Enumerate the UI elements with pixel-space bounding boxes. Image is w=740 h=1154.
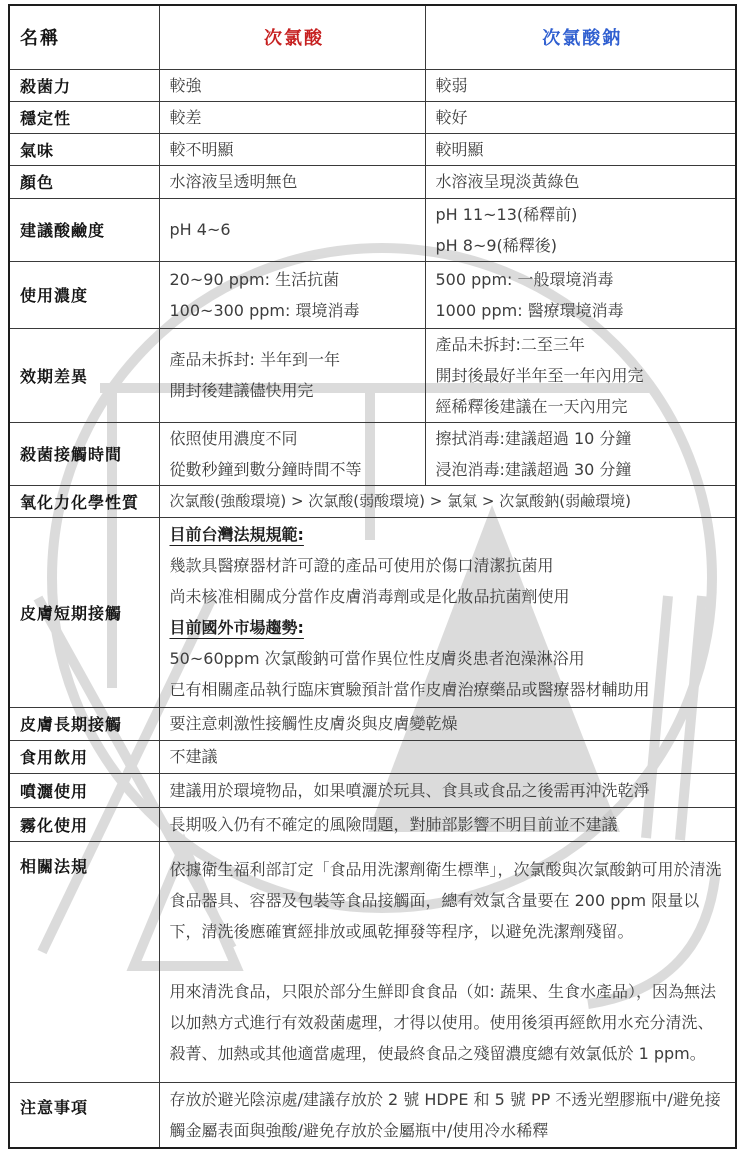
header-naocl: 次氯酸鈉 (425, 5, 736, 69)
cell-merged (159, 1082, 736, 1148)
cell-label: 殺菌力 (9, 69, 159, 101)
cell-label: 穩定性 (9, 101, 159, 133)
row-regulations (9, 841, 736, 1082)
cell-label: 建議酸鹼度 (9, 198, 159, 261)
cell-line: 較明顯 (435, 139, 484, 159)
cell-label: 注意事項 (9, 1082, 159, 1148)
cell-label: 相關法規 (9, 841, 159, 1082)
row-skin-long-term (9, 707, 736, 740)
cell-line: 長期吸入仍有不確定的風險問題，對肺部影響不明目前並不建議 (169, 814, 618, 834)
row-stability (9, 101, 736, 133)
cell-hocl (159, 69, 425, 101)
cell-line: 水溶液呈現淡黃綠色 (435, 172, 580, 191)
cell-line: 從數秒鐘到數分鐘時間不等 (169, 459, 362, 479)
cell-label: 殺菌接觸時間 (9, 422, 159, 485)
cell-line: 浸泡消毒:建議超過 30 分鐘 (435, 459, 632, 479)
cell-naocl (425, 69, 736, 101)
cell-line: 幾款具醫療器材許可證的產品可使用於傷口清潔抗菌用 (169, 556, 554, 575)
paragraph-gap (170, 947, 730, 976)
cell-label: 食用飲用 (9, 740, 159, 773)
row-contact-time (9, 422, 736, 485)
cell-line: pH 8~9(稀釋後) (435, 235, 558, 255)
cell-line: 500 ppm: 一般環境消毒 (435, 269, 614, 289)
cell-line: 建議用於環境物品，如果噴灑於玩具、食具或食品之後需再沖洗乾淨 (169, 780, 650, 800)
cell-line-heading: 目前國外市場趨勢: (169, 618, 304, 637)
cell-line: pH 11~13(稀釋前) (435, 204, 578, 224)
cell-line: 產品未拆封:二至三年 (435, 334, 585, 354)
comparison-table (8, 4, 737, 1149)
cell-label: 皮膚長期接觸 (9, 707, 159, 740)
cell-line: 較差 (169, 107, 202, 127)
cell-line: 水溶液呈透明無色 (169, 172, 298, 191)
cell-line: 尚未核准相關成分當作皮膚消毒劑或是化妝品抗菌劑使用 (169, 587, 570, 606)
cell-naocl (425, 133, 736, 165)
cell-merged (159, 807, 736, 841)
cell-line-heading: 目前台灣法規規範: (169, 525, 304, 544)
cell-merged (159, 517, 736, 707)
cell-merged (159, 485, 736, 517)
cell-hocl (159, 101, 425, 133)
cell-label: 顏色 (9, 165, 159, 198)
cell-line: 較強 (169, 75, 202, 95)
cell-line: 要注意刺激性接觸性皮膚炎與皮膚變乾燥 (169, 714, 458, 733)
row-precautions (9, 1082, 736, 1148)
row-shelf-life (9, 328, 736, 422)
cell-paragraph: 存放於避光陰涼處/建議存放於 2 號 HDPE 和 5 號 PP 不透光塑膠瓶中/避免接觸金屬表面與強酸/避免存放於金屬瓶中/使用冷水稀釋 (169, 1089, 721, 1140)
cell-naocl (425, 165, 736, 198)
cell-line: 依照使用濃度不同 (169, 428, 298, 448)
cell-line: 擦拭消毒:建議超過 10 分鐘 (435, 428, 632, 448)
cell-line: 開封後最好半年至一年內用完 (435, 365, 644, 385)
row-ph (9, 198, 736, 261)
row-concentration (9, 261, 736, 328)
cell-line: 較好 (435, 107, 468, 127)
cell-naocl (425, 422, 736, 485)
cell-naocl (425, 328, 736, 422)
cell-label: 皮膚短期接觸 (9, 517, 159, 707)
cell-line: 較弱 (435, 75, 468, 95)
cell-label: 效期差異 (9, 328, 159, 422)
cell-paragraph: 用來清洗食品，只限於部分生鮮即食食品（如: 蔬果、生食水產品），因為無法以加熱方式進行有效殺菌處理，才得以使用。使用後須再經飲用水充分清洗、殺菁、加熱或其他適當處理，使最終食品之殘留濃度總有效氯低於 1 ppm。 (169, 982, 716, 1063)
cell-hocl (159, 198, 425, 261)
row-oxidation (9, 485, 736, 517)
cell-line: 次氯酸(強酸環境) > 次氯酸(弱酸環境) > 氯氣 > 次氯酸鈉(弱鹼環境) (169, 491, 631, 510)
cell-line: 已有相關產品執行臨床實驗預計當作皮膚治療藥品或醫療器材輔助用 (169, 680, 650, 699)
cell-line: 經稀釋後建議在一天內用完 (435, 396, 628, 416)
cell-line: 50~60ppm 次氯酸鈉可當作異位性皮膚炎患者泡澡淋浴用 (169, 649, 585, 668)
cell-label: 使用濃度 (9, 261, 159, 328)
cell-label: 氧化力化學性質 (9, 485, 159, 517)
cell-label: 霧化使用 (9, 807, 159, 841)
header-hocl: 次氯酸 (159, 5, 425, 69)
row-skin-short-term (9, 517, 736, 707)
row-header (9, 5, 736, 69)
cell-merged (159, 740, 736, 773)
cell-line: 20~90 ppm: 生活抗菌 (169, 269, 340, 289)
cell-line: 產品未拆封: 半年到一年 (169, 350, 340, 369)
cell-naocl (425, 261, 736, 328)
cell-line: 較不明顯 (169, 139, 234, 159)
cell-hocl (159, 133, 425, 165)
cell-hocl (159, 261, 425, 328)
cell-hocl (159, 328, 425, 422)
row-spray-use (9, 773, 736, 807)
cell-hocl (159, 422, 425, 485)
cell-line: 不建議 (169, 747, 218, 766)
cell-hocl (159, 165, 425, 198)
cell-naocl (425, 101, 736, 133)
cell-paragraph: 依據衛生福利部訂定「食品用洗潔劑衛生標準」，次氯酸與次氯酸鈉可用於清洗食品器具、容器及包裝等食品接觸面，總有效氯含量要在 200 ppm 限量以下，清洗後應確實經排放或風乾揮發等程序，以避免洗潔劑殘留。 (169, 860, 722, 941)
cell-label: 氣味 (9, 133, 159, 165)
row-fogging-use (9, 807, 736, 841)
row-sterilizing-power (9, 69, 736, 101)
header-name: 名稱 (9, 5, 159, 69)
cell-naocl (425, 198, 736, 261)
cell-label: 噴灑使用 (9, 773, 159, 807)
row-color (9, 165, 736, 198)
cell-line: 1000 ppm: 醫療環境消毒 (435, 300, 624, 320)
cell-merged (159, 841, 736, 1082)
cell-merged (159, 773, 736, 807)
row-odor (9, 133, 736, 165)
cell-line: pH 4~6 (169, 220, 231, 239)
row-ingestion (9, 740, 736, 773)
cell-merged (159, 707, 736, 740)
cell-line: 開封後建議儘快用完 (169, 381, 314, 400)
cell-line: 100~300 ppm: 環境消毒 (169, 300, 360, 320)
